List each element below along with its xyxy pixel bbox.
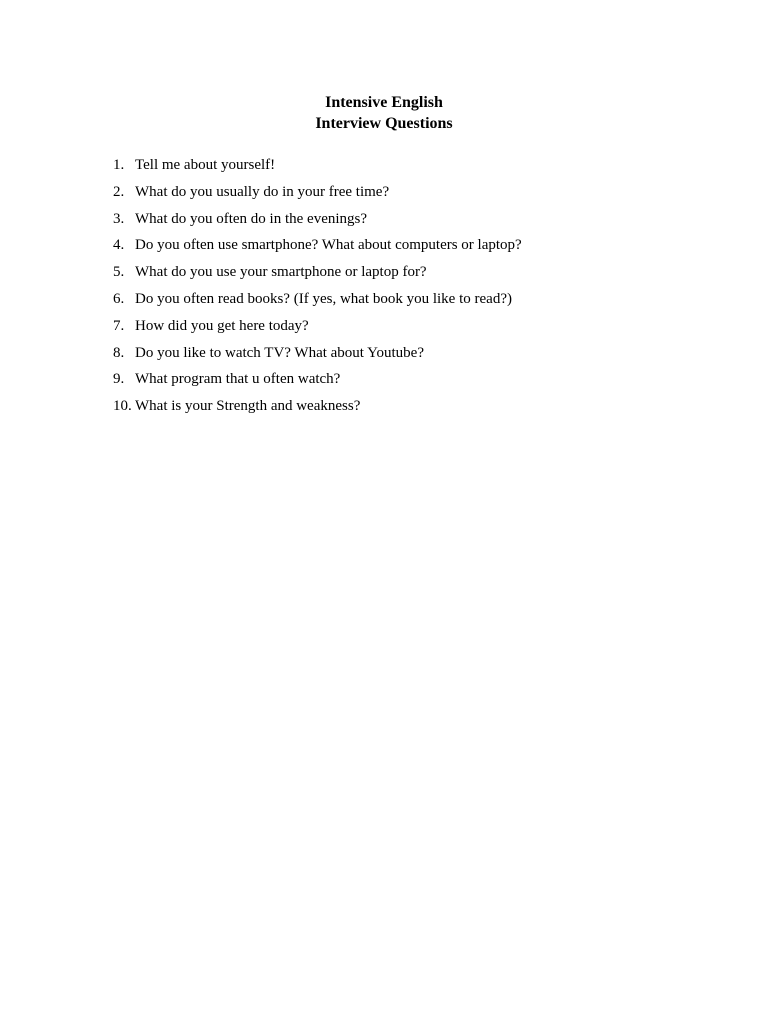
question-item-4 bbox=[113, 232, 673, 259]
question-number: 8. bbox=[113, 344, 125, 361]
question-text: Tell me about yourself! bbox=[135, 157, 276, 173]
title-line-2: Interview Questions bbox=[315, 115, 453, 132]
question-number: 2. bbox=[113, 183, 125, 200]
question-text: Do you like to watch TV? What about Youtube? bbox=[135, 344, 424, 361]
question-number: 1. bbox=[113, 157, 125, 173]
question-number: 9. bbox=[113, 371, 125, 388]
question-item-9 bbox=[113, 366, 673, 393]
question-text: What is your Strength and weakness? bbox=[135, 398, 361, 415]
question-item-5 bbox=[113, 259, 673, 286]
question-number: 5. bbox=[113, 264, 125, 281]
question-item-3 bbox=[113, 206, 673, 233]
title-line-1: Intensive English bbox=[325, 94, 443, 111]
question-text: What do you often do in the evenings? bbox=[135, 210, 368, 227]
question-number: 7. bbox=[113, 317, 125, 334]
question-item-2 bbox=[113, 179, 673, 206]
question-number: 4. bbox=[113, 237, 125, 254]
question-text: What do you usually do in your free time? bbox=[135, 183, 390, 200]
question-number: 10. bbox=[113, 398, 132, 415]
question-item-8 bbox=[113, 340, 673, 367]
question-text: Do you often use smartphone? What about computers or laptop? bbox=[135, 237, 522, 254]
document-title bbox=[0, 92, 768, 134]
question-item-10 bbox=[113, 393, 673, 420]
question-text: How did you get here today? bbox=[135, 317, 309, 334]
question-text: What do you use your smartphone or laptop for? bbox=[135, 264, 427, 281]
question-item-1 bbox=[113, 152, 673, 179]
question-number: 3. bbox=[113, 210, 125, 227]
question-list bbox=[113, 152, 673, 420]
question-item-7 bbox=[113, 313, 673, 340]
question-item-6 bbox=[113, 286, 673, 313]
question-text: What program that u often watch? bbox=[135, 371, 341, 388]
question-text: Do you often read books? (If yes, what book you like to read?) bbox=[135, 290, 512, 307]
question-number: 6. bbox=[113, 290, 125, 307]
